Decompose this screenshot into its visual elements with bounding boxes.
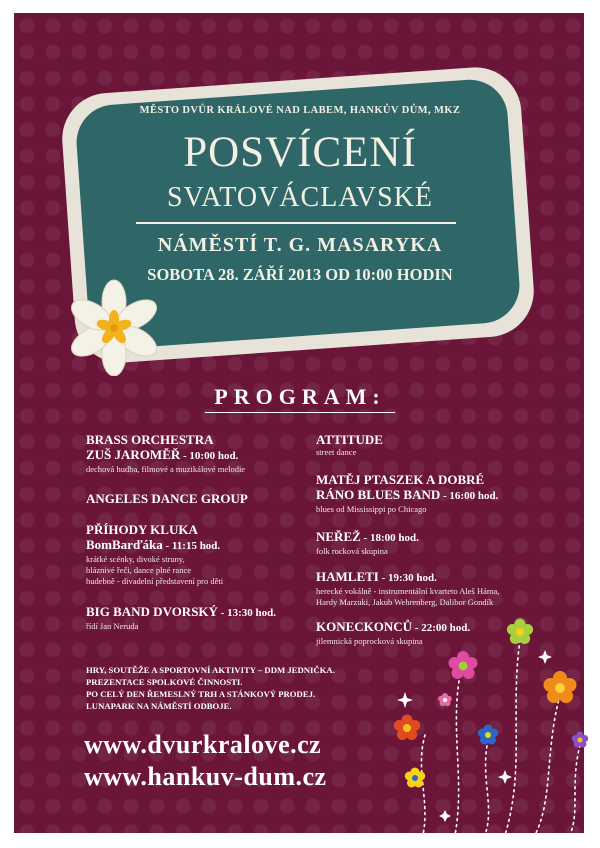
program-item xyxy=(316,472,498,515)
program-heading-underline xyxy=(205,412,395,413)
performance-time: - 16:00 hod. xyxy=(440,490,499,502)
performance-time: - 22:00 hod. xyxy=(412,622,471,634)
performer-description: dechová hudba, filmové a muzikálové melodie xyxy=(86,464,246,474)
website-link-dvurkralove[interactable]: www.dvurkralove.cz xyxy=(84,730,322,759)
additional-info xyxy=(86,664,335,712)
colorful-flowers-icon xyxy=(385,600,600,835)
info-line: PO CELÝ DEN ŘEMESLNÝ TRH A STÁNKOVÝ PRODEJ. xyxy=(86,689,316,699)
title-divider xyxy=(136,222,456,224)
event-subtitle: SVATOVÁCLAVSKÉ xyxy=(166,182,434,213)
performer-name: PŘÍHODY KLUKA xyxy=(86,522,198,537)
performer-name: ATTITUDE xyxy=(316,432,383,447)
performance-time: - 19:30 hod. xyxy=(378,572,437,584)
performer-name: KONECKONCŮ xyxy=(316,619,413,634)
performer-name: RÁNO BLUES BAND xyxy=(316,487,441,502)
performance-time: - 10:00 hod. xyxy=(180,450,239,462)
program-item xyxy=(86,491,248,506)
performer-description: blues od Mississippi po Chicago xyxy=(316,504,427,514)
performer-description: herecké vokálně - instrumentální kvarteto Aleš Háma, xyxy=(316,586,500,596)
program-heading: PROGRAM: xyxy=(214,384,386,409)
performer-name: ANGELES DANCE GROUP xyxy=(86,491,248,506)
event-title: POSVÍCENÍ xyxy=(183,129,417,176)
performer-name: HAMLETI xyxy=(316,569,379,584)
performer-name: BIG BAND DVORSKÝ xyxy=(86,604,218,619)
event-place: NÁMĚSTÍ T. G. MASARYKA xyxy=(157,234,443,256)
performance-time: - 11:15 hod. xyxy=(162,540,221,552)
performer-description: hudebně - divadelní představení pro děti xyxy=(86,576,224,586)
program-item xyxy=(86,604,276,632)
performer-name: NEŘEŽ xyxy=(316,529,361,544)
info-line: HRY, SOUTĚŽE A SPORTOVNÍ AKTIVITY – DDM JEDNIČKA. xyxy=(86,665,335,675)
performance-time: - 13:30 hod. xyxy=(217,607,276,619)
performer-description: street dance xyxy=(316,447,357,457)
performer-description: jilemnická poprocková skupina xyxy=(316,636,423,646)
performer-description: folk rocková skupina xyxy=(316,546,388,556)
event-date: SOBOTA 28. ZÁŘÍ 2013 OD 10:00 HODIN xyxy=(147,265,453,284)
performer-name: BRASS ORCHESTRA xyxy=(86,432,214,447)
performer-description: řídí Jan Neruda xyxy=(86,621,139,631)
program-item xyxy=(316,529,419,557)
performer-name: BomBarďáka xyxy=(86,537,163,552)
info-line: PREZENTACE SPOLKOVÉ ČINNOSTI. xyxy=(86,677,243,687)
program-item xyxy=(86,522,223,587)
performer-name: ZUŠ JAROMĚŘ xyxy=(86,447,181,462)
performer-description: bláznivé řeči, dance plné rance xyxy=(86,565,192,575)
performer-description: krátké scénky, divoké struny, xyxy=(86,554,185,564)
website-link-hankuv-dum[interactable]: www.hankuv-dum.cz xyxy=(84,762,327,791)
daisy-flower-icon xyxy=(54,276,174,376)
performer-description: Hardy Marzuki, Jakub Wehrenberg, Dalibor Gondík xyxy=(316,597,494,607)
organizers-text: MĚSTO DVŮR KRÁLOVÉ NAD LABEM, HANKŮV DŮM, MKZ xyxy=(139,105,461,116)
performer-name: MATĚJ PTASZEK A DOBRÉ xyxy=(316,472,485,487)
info-line: LUNAPARK NA NÁMĚSTÍ ODBOJE. xyxy=(86,701,232,711)
performance-time: - 18:00 hod. xyxy=(360,532,419,544)
program-item xyxy=(86,432,245,475)
program-item xyxy=(316,432,383,458)
